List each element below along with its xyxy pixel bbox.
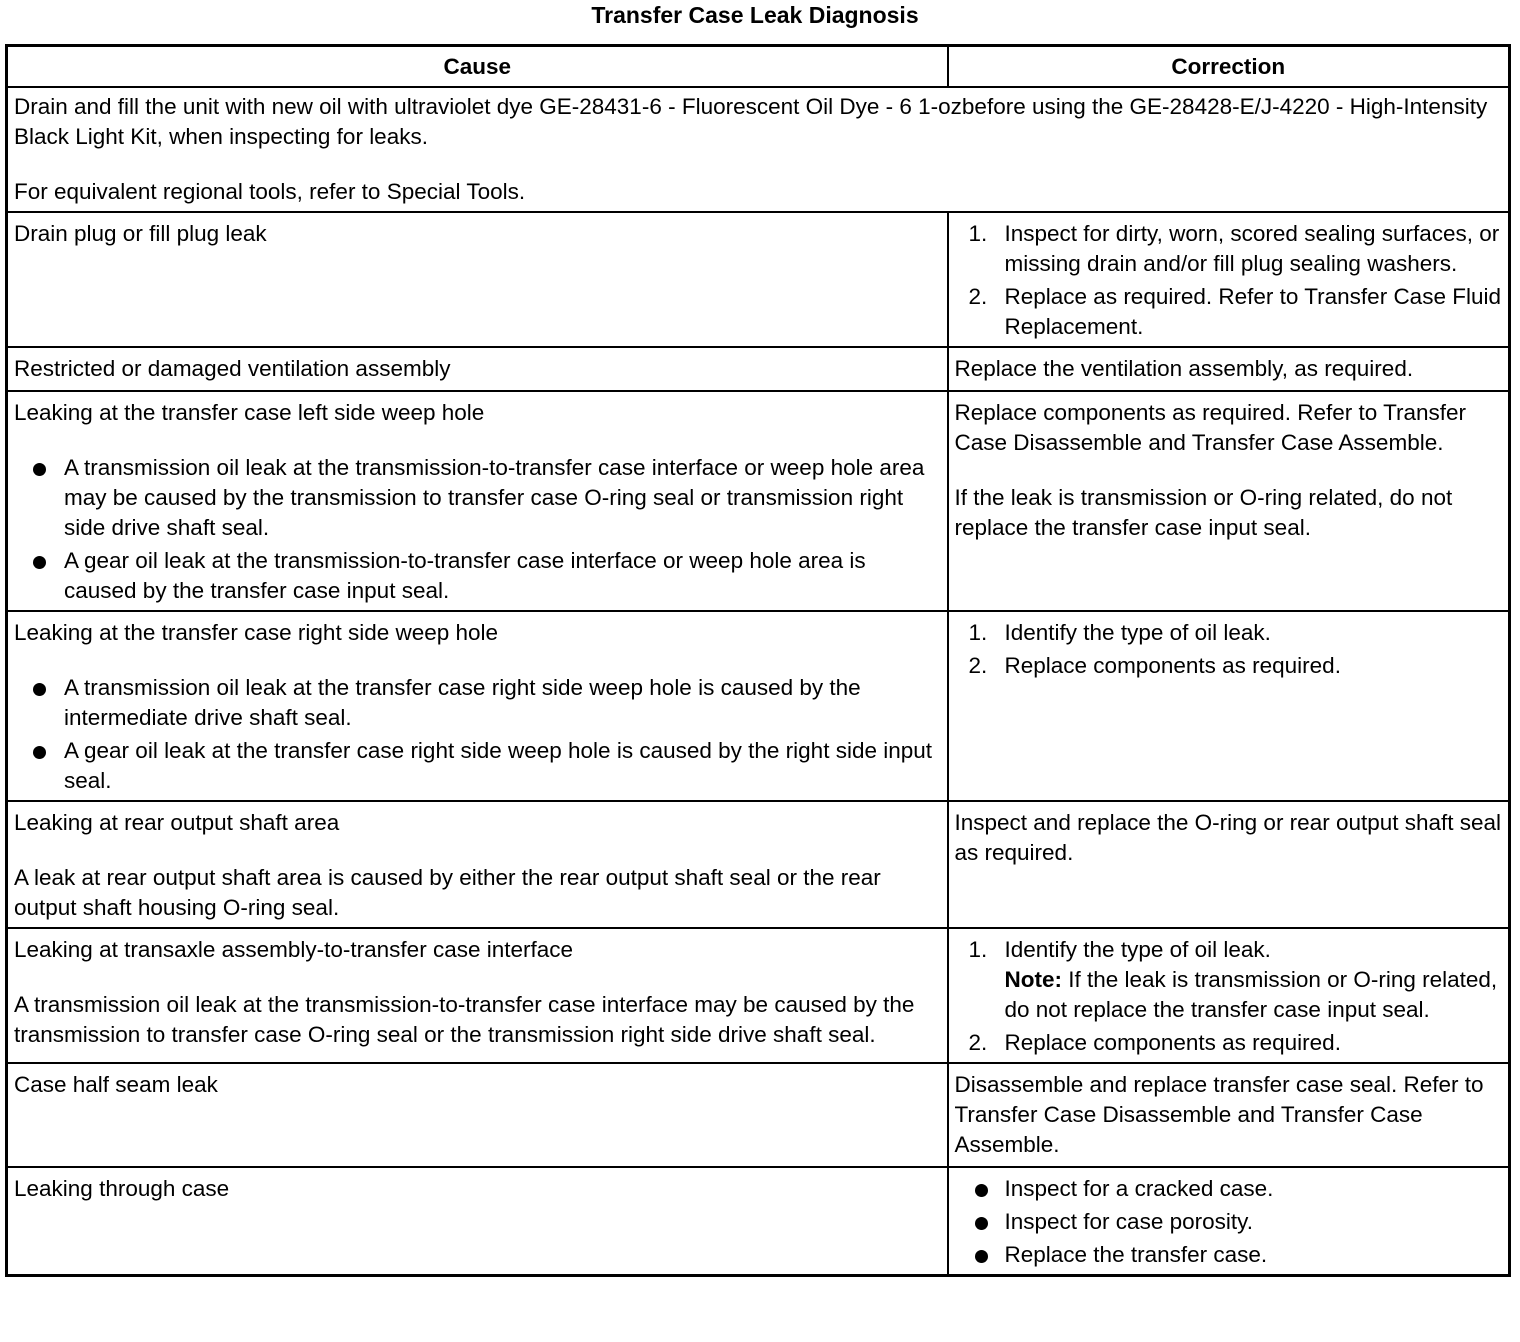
correction-text: Replace components as required. Refer to Transfer Case Disassemble and Transfer Case Assemble. [954,400,1467,455]
table-row [7,928,1510,1063]
list-item: Inspect for case porosity. [955,1207,1503,1237]
note-text: If the leak is transmission or O-ring related, do not replace the transfer case input seal. [1004,967,1498,1022]
intro-text: Drain and fill the unit with new oil with ultraviolet dye GE-28431-6 - Fluorescent Oil Dye - 6 1-ozbefore using the GE-28428-E/J-4220 - High-Intensity Black Light Kit, when inspecting for leaks. [14,94,1488,149]
diagnosis-table [5,44,1511,1277]
cause-cell [7,801,948,928]
table-row [7,1167,1510,1276]
correction-bullets [955,1174,1503,1270]
table-row [7,801,1510,928]
cause-cell [7,212,948,347]
cause-cell [7,347,948,391]
table-row [7,212,1510,347]
list-item: 1. Identify the type of oil leak. [968,620,1271,645]
cause-text: Leaking through case [14,1176,230,1201]
intro-row [7,87,1510,212]
cause-text: Restricted or damaged ventilation assembly [14,356,451,381]
correction-steps [955,935,1503,1058]
table-row [7,391,1510,611]
table-row [7,347,1510,391]
cause-bullets [14,453,941,606]
note-label: Note: [1004,967,1062,992]
cause-bullets [14,673,941,796]
list-item: Replace the transfer case. [955,1240,1503,1270]
list-item: A transmission oil leak at the transmission-to-transfer case interface or weep hole area may be caused by the transmission to transfer case O-ring seal or transmission right side drive shaft seal. [14,453,941,543]
cause-cell [7,1063,948,1167]
header-correction: Correction [948,46,1510,88]
cause-text: Case half seam leak [14,1072,218,1097]
correction-text: Replace the ventilation assembly, as required. [954,356,1414,381]
cause-text: Drain plug or fill plug leak [14,221,267,246]
correction-text: Disassemble and replace transfer case seal. Refer to Transfer Case Disassemble and Transfer Case Assemble. [954,1072,1484,1157]
list-item: 2. Replace as required. Refer to Transfer Case Fluid Replacement. [968,284,1501,339]
list-item: 1. Identify the type of oil leak. Note: If the leak is transmission or O-ring related, do not replace the transfer case input seal. [968,937,1498,1022]
cause-text: Leaking at the transfer case right side weep hole [14,620,499,645]
list-item: 2. Replace components as required. [968,653,1341,678]
cause-text: Leaking at transaxle assembly-to-transfer case interface [14,937,574,962]
list-item: Inspect for a cracked case. [955,1174,1503,1204]
correction-cell [948,212,1510,347]
list-item: 2. Replace components as required. [968,1030,1341,1055]
table-header-row [7,46,1510,88]
cause-detail: A transmission oil leak at the transmission-to-transfer case interface may be caused by the transmission to transfer case O-ring seal or the transmission right side drive shaft seal. [14,992,915,1047]
correction-cell [948,391,1510,611]
correction-steps [955,618,1503,681]
cause-cell [7,611,948,801]
intro-cell [7,87,1510,212]
correction-note: If the leak is transmission or O-ring related, do not replace the transfer case input seal. [954,485,1453,540]
correction-cell [948,928,1510,1063]
list-item: 1. Inspect for dirty, worn, scored sealing surfaces, or missing drain and/or fill plug sealing washers. [968,221,1500,276]
correction-cell [948,1063,1510,1167]
list-item: A gear oil leak at the transfer case right side weep hole is caused by the right side input seal. [14,736,941,796]
cause-cell [7,1167,948,1276]
table-row [7,611,1510,801]
list-item: A transmission oil leak at the transfer case right side weep hole is caused by the intermediate drive shaft seal. [14,673,941,733]
cause-cell [7,391,948,611]
cause-text: Leaking at the transfer case left side weep hole [14,400,485,425]
cause-text: Leaking at rear output shaft area [14,810,340,835]
correction-steps [955,219,1503,342]
cause-detail: A leak at rear output shaft area is caused by either the rear output shaft seal or the rear output shaft housing O-ring seal. [14,865,881,920]
correction-cell [948,611,1510,801]
intro-note: For equivalent regional tools, refer to Special Tools. [14,179,526,204]
correction-cell [948,1167,1510,1276]
cause-cell [7,928,948,1063]
page-title: Transfer Case Leak Diagnosis [591,2,919,28]
correction-text: Inspect and replace the O-ring or rear output shaft seal as required. [954,810,1502,865]
table-row [7,1063,1510,1167]
correction-cell [948,801,1510,928]
correction-cell [948,347,1510,391]
list-item: A gear oil leak at the transmission-to-transfer case interface or weep hole area is caused by the transfer case input seal. [14,546,941,606]
header-cause: Cause [7,46,948,88]
